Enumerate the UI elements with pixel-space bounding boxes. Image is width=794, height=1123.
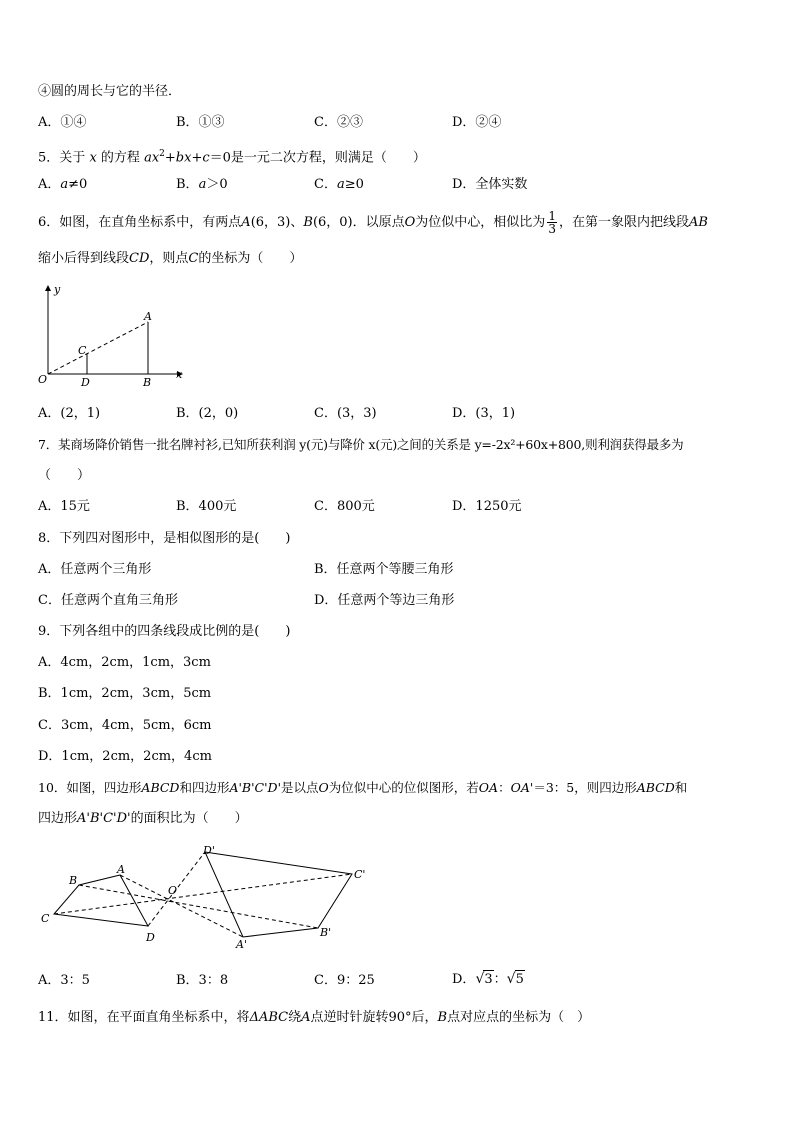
q5-option-b[interactable]: B．a＞0 xyxy=(176,177,228,192)
label-A: A xyxy=(144,310,152,323)
q8-option-d[interactable]: D．任意两个等边三角形 xyxy=(314,593,455,608)
label-B: B xyxy=(143,376,152,389)
label-D: D xyxy=(81,376,90,389)
q8-option-b[interactable]: B．任意两个等腰三角形 xyxy=(314,562,454,577)
q5-option-a[interactable]: A．a≠0 xyxy=(38,177,88,192)
q7-option-a[interactable]: A．15元 xyxy=(38,499,90,514)
q11-stem: 11．如图，在平面直角坐标系中，将ΔABC绕A点逆时针旋转90°后，B点对应点的坐标为（ ） xyxy=(38,1010,591,1025)
q7-option-b[interactable]: B．400元 xyxy=(176,499,237,514)
q10-option-d[interactable]: D．√3：√5 xyxy=(452,971,524,987)
q9-option-d[interactable]: D．1cm，2cm，2cm，4cm xyxy=(38,749,212,764)
q9-option-b[interactable]: B．1cm，2cm，3cm，5cm xyxy=(38,686,212,701)
q4-option-d[interactable]: D．②④ xyxy=(452,115,502,130)
label-A-prime: A' xyxy=(236,938,247,951)
q6-stem-line1: 6．如图，在直角坐标系中，有两点A(6，3)、B(6，0)．以原点O为位似中心，相似比为 $\frac{1}{3}$ ，在第一象限内把线段AB xyxy=(38,209,708,236)
q10-stem-line2: 四边形A'B'C'D'的面积比为（ ） xyxy=(38,811,248,826)
q6-stem-line2: 缩小后得到线段CD，则点C的坐标为（ ） xyxy=(38,251,303,266)
label-D-prime: D' xyxy=(203,844,215,857)
q8-option-c[interactable]: C．任意两个直角三角形 xyxy=(38,593,178,608)
label-O: O xyxy=(168,884,178,897)
q9-option-c[interactable]: C．3cm，4cm，5cm，6cm xyxy=(38,718,212,733)
label-y: y xyxy=(54,283,61,296)
q7-option-d[interactable]: D．1250元 xyxy=(452,499,522,514)
q7-stem-line1: 7．某商场降价销售一批名牌衬衫,已知所获利润 y(元)与降价 x(元)之间的关系是 y=-2x²+60x+800,则利润获得最多为 xyxy=(38,437,684,452)
q5-stem: 5．关于 x 的方程 $ax^2+bx+c=0$是一元二次方程，则满足（ ） xyxy=(38,149,426,166)
q9-option-a[interactable]: A．4cm，2cm，1cm，3cm xyxy=(38,655,211,670)
q8-stem: 8．下列四对图形中，是相似图形的是( ) xyxy=(38,531,291,546)
line-AA2 xyxy=(120,875,243,937)
q10-option-c[interactable]: C．9：25 xyxy=(314,973,375,988)
q10-stem-line1: 10．如图，四边形ABCD和四边形A'B'C'D'是以点O为位似中心的位似图形，若OA：OA'＝3：5，则四边形ABCD和 xyxy=(38,780,688,795)
label-C-prime: C' xyxy=(354,868,366,881)
q7-option-c[interactable]: C．800元 xyxy=(314,499,375,514)
q10-option-a[interactable]: A．3：5 xyxy=(38,973,90,988)
ratio-fraction: $\frac{1}{3}$ xyxy=(548,209,556,236)
quad-A2B2C2D2 xyxy=(205,852,352,937)
q6-coordinate-figure xyxy=(36,282,196,390)
label-C: C xyxy=(78,344,87,357)
label-B-prime: B' xyxy=(320,926,332,939)
label-x: x xyxy=(176,368,183,381)
q5-option-c[interactable]: C．a≥0 xyxy=(314,177,364,192)
q4-item-4: ④圆的周长与它的半径． xyxy=(38,84,182,99)
q7-stem-line2: （ ） xyxy=(38,468,91,483)
q6-option-a[interactable]: A．(2，1) xyxy=(38,406,101,421)
q4-option-b[interactable]: B．①③ xyxy=(176,115,225,130)
q4-option-c[interactable]: C．②③ xyxy=(314,115,363,130)
q10-homothety-figure xyxy=(36,840,376,952)
q9-stem: 9．下列各组中的四条线段成比例的是( ) xyxy=(38,624,291,639)
label-O: O xyxy=(38,373,48,386)
q4-option-a[interactable]: A．①④ xyxy=(38,115,87,130)
segment-OA xyxy=(48,322,148,374)
label-B: B xyxy=(69,874,78,887)
q6-option-d[interactable]: D．(3，1) xyxy=(452,406,516,421)
q6-option-b[interactable]: B．(2，0) xyxy=(176,406,239,421)
label-A: A xyxy=(117,863,125,876)
q8-option-a[interactable]: A．任意两个三角形 xyxy=(38,562,152,577)
q5-option-d[interactable]: D．全体实数 xyxy=(452,177,528,192)
q6-option-c[interactable]: C．(3，3) xyxy=(314,406,377,421)
label-D: D xyxy=(146,931,155,944)
label-C: C xyxy=(41,912,50,925)
q10-option-b[interactable]: B．3：8 xyxy=(176,973,229,988)
